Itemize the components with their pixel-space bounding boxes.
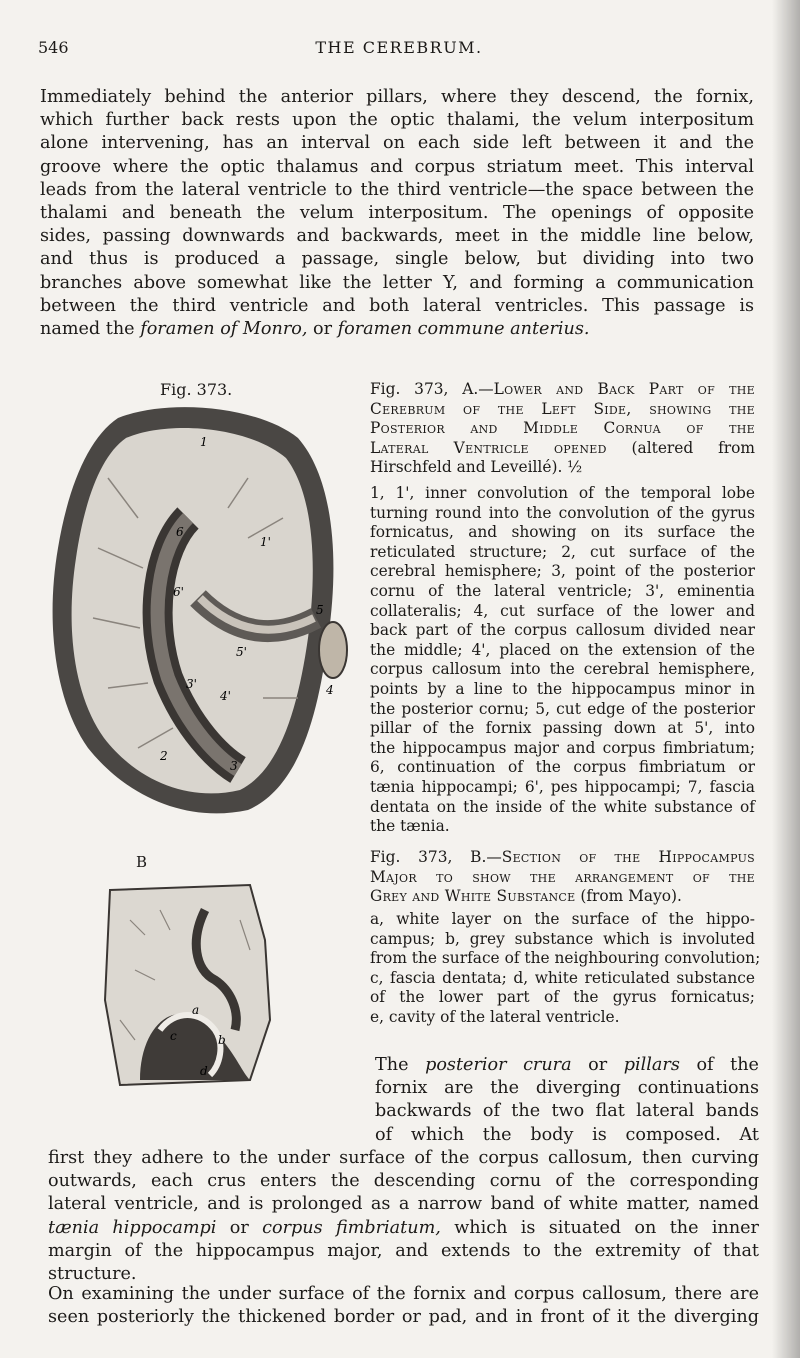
- caption-smallcaps: Lateral Ventricle opened: [370, 438, 607, 457]
- caption-line: [370, 419, 755, 439]
- running-title: THE CEREBRUM.: [315, 38, 483, 57]
- text-line: outwards, each crus enters the descending cornu of the corresponding: [48, 1171, 759, 1192]
- caption-line: of the lower part of the gyrus fornicatus;: [370, 988, 755, 1007]
- text-line: leads from the lateral ventricle to the third ventricle—the space between the: [40, 179, 754, 200]
- caption-b-title: [370, 848, 755, 907]
- caption-line: back part of the corpus callosum divided near: [370, 621, 755, 640]
- paragraph-posterior-crura-part1: [375, 1054, 759, 1147]
- caption-line: [370, 868, 755, 888]
- illustration-b-hippocampus-section: [100, 880, 280, 1090]
- caption-lead: Fig. 373, B.—: [370, 848, 502, 866]
- caption-tail: Hirschfeld and Leveillé). ½: [370, 458, 583, 477]
- figure-letter-b: B: [136, 853, 148, 871]
- text-line: fornix are the diverging continuations: [375, 1078, 759, 1099]
- caption-a-title: [370, 380, 755, 478]
- caption-line: cornu of the lateral ventricle; 3', eminentia: [370, 581, 755, 600]
- label-b: b: [218, 1033, 226, 1047]
- label-2: 2: [160, 749, 168, 763]
- caption-line: e, cavity of the lateral ventricle.: [370, 1007, 620, 1026]
- caption-line: the middle; 4', placed on the extension of the: [370, 640, 755, 659]
- page-edge-shadow: [772, 0, 800, 1358]
- caption-line: corpus callosum into the cerebral hemisphere,: [370, 660, 755, 679]
- text-line: and thus is produced a passage, single below, but dividing into two: [40, 249, 754, 270]
- italic-term: foramen commune anterius.: [337, 319, 590, 340]
- caption-b-body: [370, 910, 761, 1028]
- caption-line: pillar of the fornix passing down at 5', into: [370, 719, 755, 738]
- caption-smallcaps: Lower and Back Part of the: [493, 380, 756, 398]
- paragraph-posterior-crura-part2: [48, 1147, 759, 1286]
- caption-line: a, white layer on the surface of the hippo-: [370, 910, 755, 928]
- caption-smallcaps: Grey and White Substance: [370, 887, 576, 906]
- label-3: 3: [230, 759, 238, 773]
- caption-a-body: [370, 484, 755, 837]
- paragraph-foramen-of-monro: [40, 86, 754, 341]
- page-header: [38, 38, 760, 60]
- caption-line: points by a line to the hippocampus minor in: [370, 679, 755, 698]
- caption-line: the hippocampus major and corpus fimbriatum;: [370, 738, 755, 757]
- text-line: structure.: [48, 1264, 137, 1285]
- text-line: Immediately behind the anterior pillars, where they descend, the fornix,: [40, 87, 754, 107]
- caption-line: [370, 887, 755, 907]
- text-line: On examining the under surface of the fornix and corpus callosum, there are: [48, 1284, 759, 1304]
- label-d: d: [200, 1064, 208, 1078]
- caption-smallcaps: Section of the Hippocampus: [501, 848, 755, 866]
- label-4: 4: [326, 683, 334, 697]
- caption-line: fornicatus, and showing on its surface the: [370, 523, 755, 542]
- text-line: thalami and beneath the velum interpositum. The openings of opposite: [40, 203, 754, 224]
- caption-smallcaps: Major to show the arrangement of the: [370, 867, 755, 886]
- caption-tail: (altered from: [606, 438, 755, 457]
- label-1: 1: [200, 435, 208, 449]
- caption-line: [370, 458, 755, 478]
- page-number: 546: [38, 38, 69, 57]
- caption-line: c, fascia dentata; d, white reticulated substance: [370, 968, 755, 987]
- label-6-prime: 6': [173, 585, 184, 599]
- text-run: or: [307, 319, 338, 340]
- caption-line: tænia hippocampi; 6', pes hippocampi; 7, fascia: [370, 777, 755, 796]
- illustration-a-brain-section: [48, 398, 348, 818]
- text-line: lateral ventricle, and is prolonged as a narrow band of white matter, named: [48, 1194, 759, 1215]
- text-run: named the: [40, 319, 141, 340]
- caption-tail: (from Mayo).: [575, 887, 682, 906]
- caption-line: campus; b, grey substance which is involuted: [370, 929, 755, 948]
- caption-line: reticulated structure; 2, cut surface of the: [370, 542, 755, 561]
- caption-smallcaps: Cerebrum of the Left Side, showing the: [370, 399, 755, 418]
- label-3-prime: 3': [186, 677, 197, 691]
- text-line: alone intervening, has an interval on each side left between it and the: [40, 133, 754, 154]
- caption-line: 6, continuation of the corpus fimbriatum or: [370, 758, 755, 777]
- caption-line: from the surface of the neighbouring convolution;: [370, 949, 761, 968]
- text-line: margin of the hippocampus major, and extends to the extremity of that: [48, 1240, 759, 1261]
- text-line: [40, 318, 754, 341]
- caption-line: [370, 380, 755, 400]
- text-run: which is situated on the inner: [440, 1217, 759, 1238]
- text-line: sides, passing downwards and backwards, meet in the middle line below,: [40, 226, 754, 247]
- text-line: groove where the optic thalamus and corpus striatum meet. This interval: [40, 156, 754, 177]
- caption-line: the posterior cornu; 5, cut edge of the posterior: [370, 699, 755, 718]
- caption-line: dentata on the inside of the white substance of: [370, 797, 755, 816]
- caption-line: turning round into the convolution of the gyrus: [370, 503, 755, 522]
- text-run: The: [375, 1055, 426, 1075]
- figure-label: Fig. 373.: [160, 380, 233, 399]
- caption-line: cerebral hemisphere; 3, point of the posterior: [370, 562, 755, 581]
- caption-line: 1, 1', inner convolution of the temporal lobe: [370, 484, 755, 502]
- text-line: branches above somewhat like the letter Y, and forming a communication: [40, 272, 754, 293]
- text-line: [48, 1217, 759, 1240]
- label-4-prime: 4': [220, 689, 231, 703]
- label-6: 6: [176, 525, 184, 539]
- text-line: seen posteriorly the thickened border or pad, and in front of it the diverging: [48, 1307, 759, 1328]
- text-line: of which the body is composed. At: [375, 1124, 759, 1145]
- italic-term: pillars: [623, 1055, 680, 1075]
- label-5: 5: [316, 603, 324, 617]
- text-run: or: [571, 1055, 624, 1075]
- text-line: backwards of the two flat lateral bands: [375, 1101, 759, 1122]
- text-line: [375, 1054, 759, 1077]
- caption-line: [370, 439, 755, 459]
- label-5-prime: 5': [236, 645, 247, 659]
- italic-term: posterior crura: [425, 1055, 572, 1075]
- text-line: first they adhere to the under surface of the corpus callosum, then curving: [48, 1148, 759, 1168]
- label-a: a: [192, 1003, 200, 1017]
- caption-line: [370, 848, 755, 868]
- text-run: or: [216, 1217, 263, 1238]
- caption-smallcaps: Posterior and Middle Cornua of the: [370, 419, 755, 438]
- text-line: between the third ventricle and both lateral ventricles. This passage is: [40, 295, 754, 316]
- text-line: which further back rests upon the optic thalami, the velum interpositum: [40, 110, 754, 131]
- italic-term: tænia hippocampi: [48, 1217, 217, 1238]
- label-1-prime: 1': [260, 535, 271, 549]
- caption-line: collateralis; 4, cut surface of the lower and: [370, 601, 755, 620]
- paragraph-under-surface: [48, 1283, 759, 1329]
- italic-term: foramen of Monro,: [140, 319, 308, 340]
- caption-line: [370, 400, 755, 420]
- label-c: c: [170, 1029, 177, 1043]
- text-run: of the: [679, 1055, 759, 1075]
- caption-line: the tænia.: [370, 817, 450, 836]
- italic-term: corpus fimbriatum,: [262, 1217, 441, 1238]
- caption-lead: Fig. 373, A.—: [370, 380, 494, 398]
